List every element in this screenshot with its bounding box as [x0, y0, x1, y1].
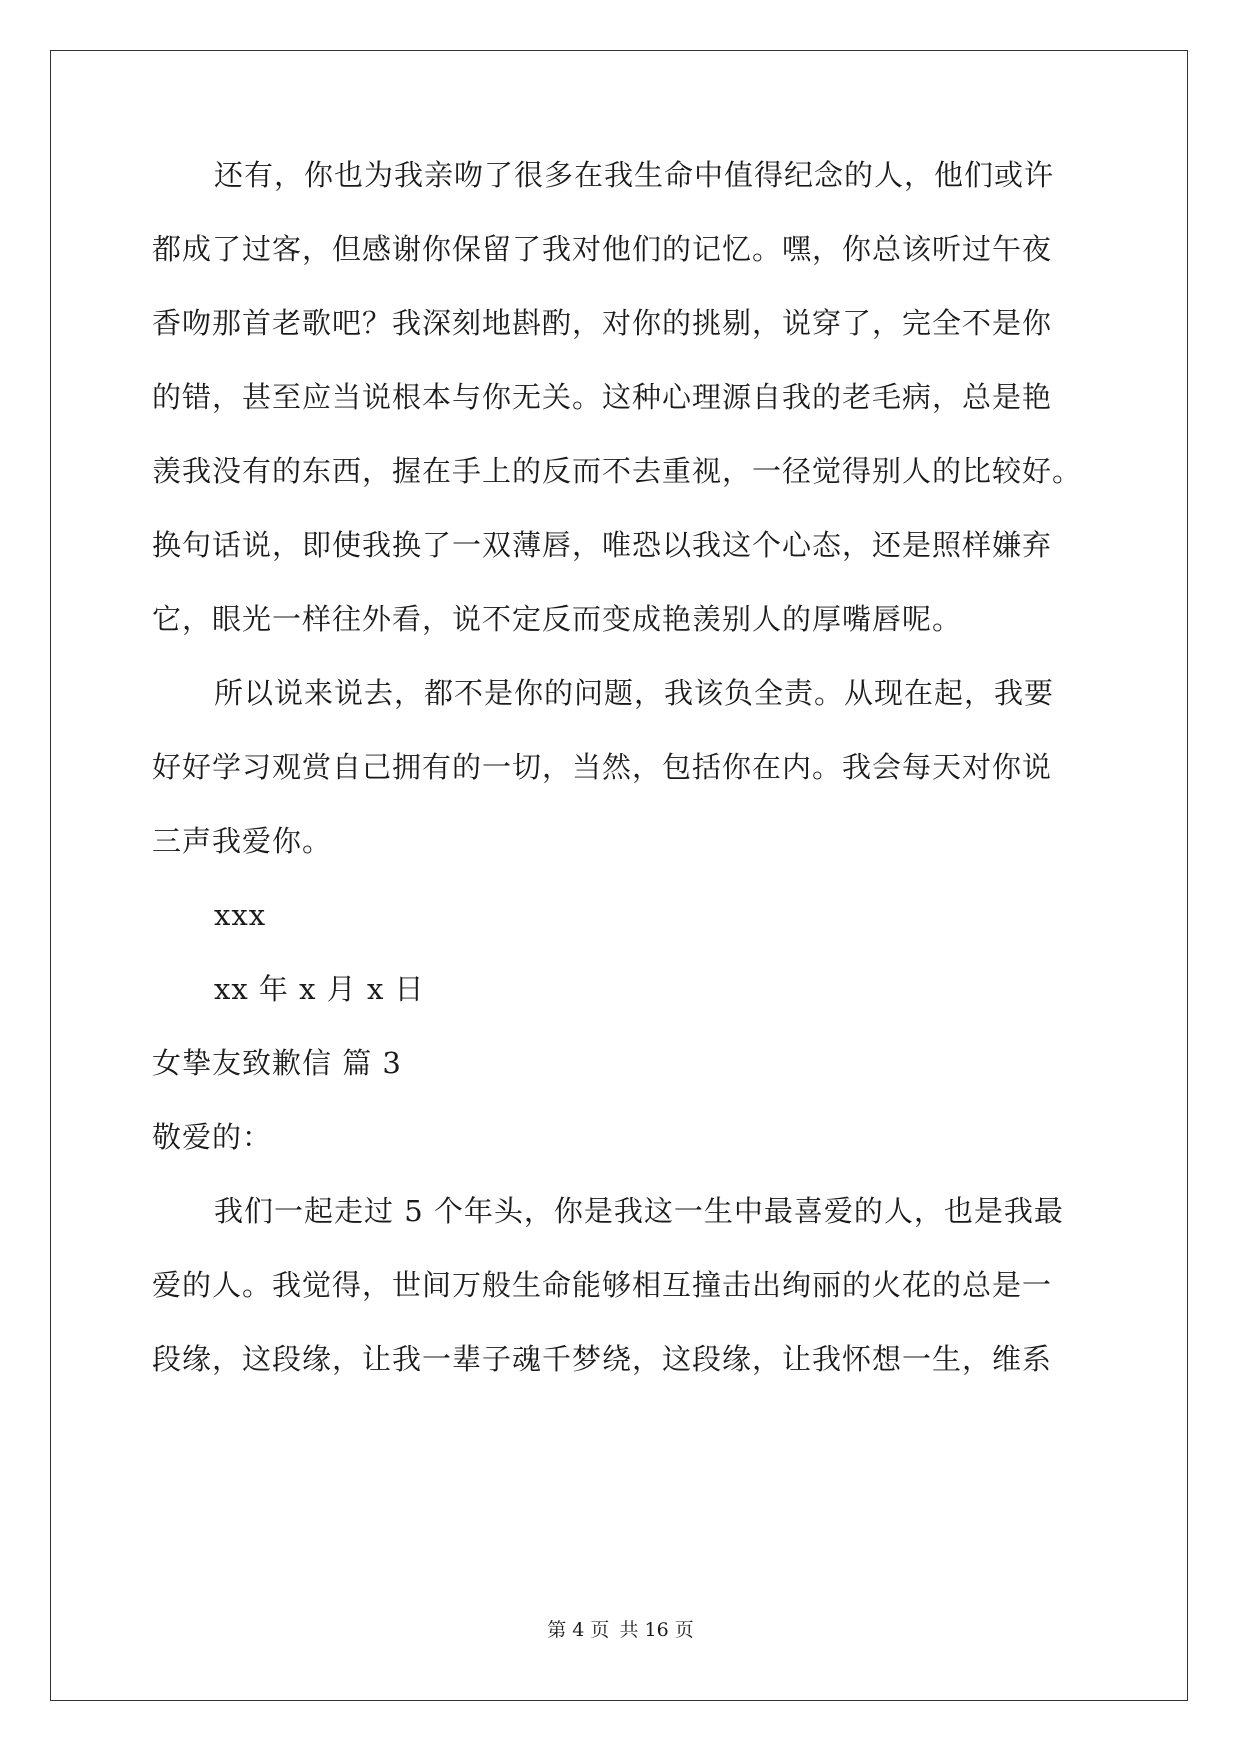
- page-number: 第 4 页: [547, 1619, 610, 1641]
- paragraph-line: 的错，甚至应当说根本与你无关。这种心理源自我的老毛病，总是艳: [152, 380, 1053, 414]
- paragraph-line: 爱的人。我觉得，世间万般生命能够相互撞击出绚丽的火花的总是一: [152, 1268, 1053, 1302]
- paragraph-line: 段缘，这段缘，让我一辈子魂千梦绕，这段缘，让我怀想一生，维系: [152, 1342, 1053, 1376]
- page-total: 共 16 页: [619, 1619, 694, 1641]
- paragraph-line: 所以说来说去，都不是你的问题，我该负全责。从现在起，我要: [214, 676, 1055, 710]
- paragraph-line: 我们一起走过 5 个年头，你是我这一生中最喜爱的人，也是我最: [214, 1194, 1064, 1228]
- signature-name: xxx: [214, 898, 267, 932]
- paragraph-line: 还有，你也为我亲吻了很多在我生命中值得纪念的人，他们或许: [214, 158, 1055, 192]
- paragraph-line: 它，眼光一样往外看，说不定反而变成艳羡别人的厚嘴唇呢。: [152, 602, 963, 636]
- paragraph-line: 换句话说，即使我换了一双薄唇，唯恐以我这个心态，还是照样嫌弃: [152, 528, 1053, 562]
- paragraph-line: 羡我没有的东西，握在手上的反而不去重视，一径觉得别人的比较好。: [152, 454, 1083, 488]
- paragraph-line: 香吻那首老歌吧？我深刻地斟酌，对你的挑剔，说穿了，完全不是你: [152, 306, 1053, 340]
- page-footer: [0, 1618, 1241, 1642]
- paragraph-line: 三声我爱你。: [152, 824, 333, 858]
- page-border: [50, 50, 1188, 1701]
- signature-date: xx 年 x 月 x 日: [214, 972, 425, 1006]
- paragraph-line: 好好学习观赏自己拥有的一切，当然，包括你在内。我会每天对你说: [152, 750, 1053, 784]
- salutation: 敬爱的：: [152, 1120, 273, 1154]
- section-heading: 女挚友致歉信 篇 3: [152, 1046, 402, 1080]
- paragraph-line: 都成了过客，但感谢你保留了我对他们的记忆。嘿，你总该听过午夜: [152, 232, 1053, 266]
